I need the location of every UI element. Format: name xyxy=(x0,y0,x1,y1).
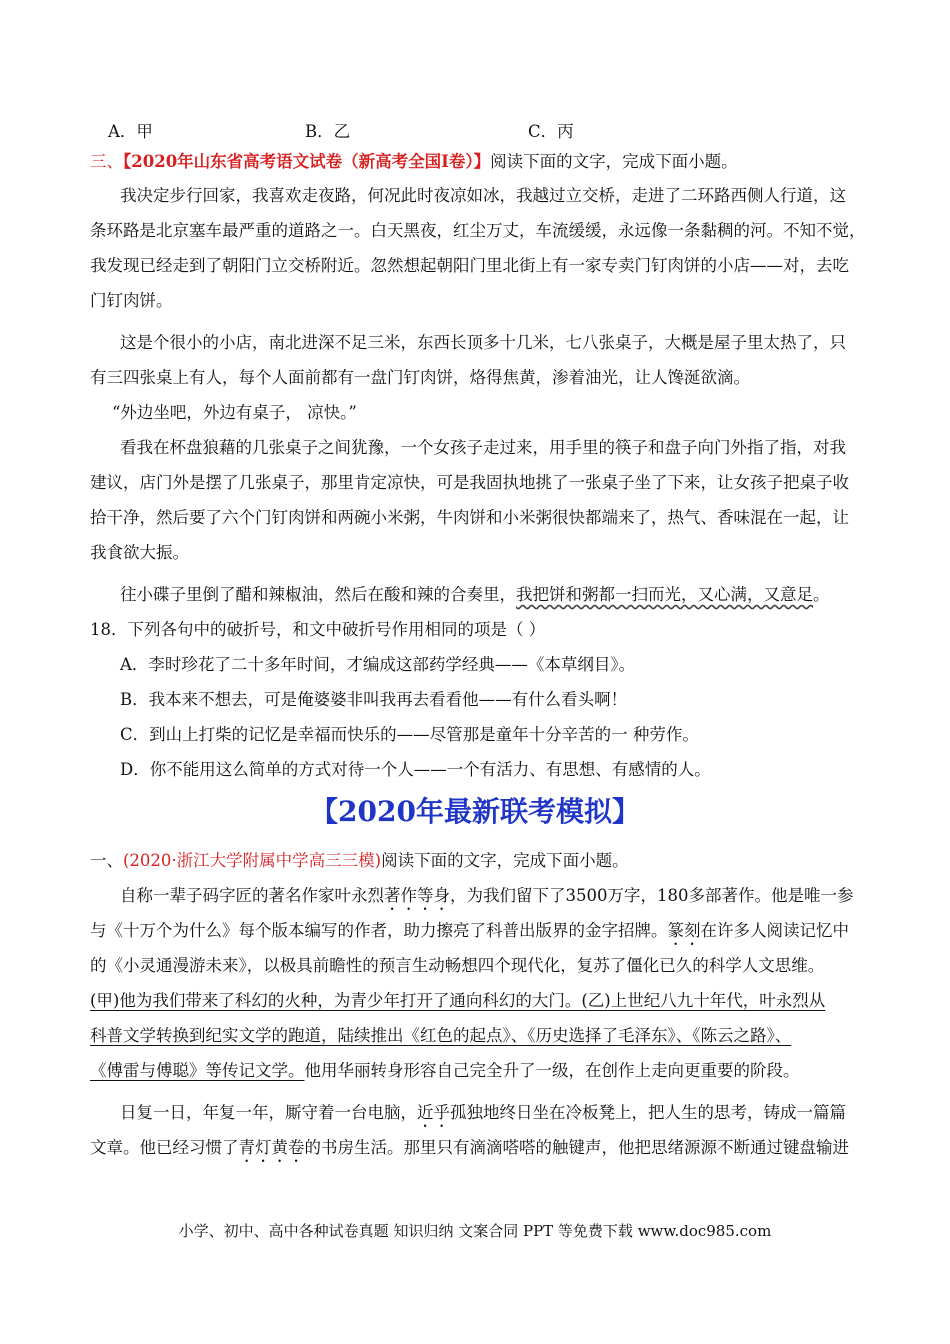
option-b: B．乙 xyxy=(305,122,351,141)
underlined-sentence-yi: (乙)上世纪八九十年代，叶永烈从 xyxy=(581,991,826,1010)
text-span: 与《十万个为什么》每个版本编写的作者，助力擦亮了科普出版界的金字招牌。 xyxy=(90,921,668,940)
paragraph-line: 这是个很小的小店，南北进深不足三米，东西长顶多十几米，七八张桌子，大概是屋子里太热了，只 xyxy=(120,333,846,352)
paragraph-line xyxy=(90,1138,849,1166)
section1-source: (2020·浙江大学附属中学高三三模) xyxy=(123,851,382,870)
paragraph-line: 我食欲大振。 xyxy=(90,543,189,562)
option-c: C．丙 xyxy=(528,122,574,141)
paragraph-line xyxy=(120,1103,846,1131)
text-span: 文章。他已经习惯了 xyxy=(90,1138,239,1157)
dotted-word: 近乎 xyxy=(417,1103,450,1122)
section1-prefix: 一、 xyxy=(90,851,123,870)
section1-header xyxy=(90,851,629,871)
dotted-word: 篆刻 xyxy=(667,921,701,940)
paragraph-line xyxy=(120,585,830,605)
question-18-option-a: A．李时珍花了二十多年时间，才编成这部药学经典——《本草纲目》。 xyxy=(120,655,636,674)
paragraph-line: 看我在杯盘狼藉的几张桌子之间犹豫，一个女孩子走过来，用手里的筷子和盘子向门外指了指，对我 xyxy=(120,438,846,457)
paragraph-line xyxy=(90,921,849,949)
section3-source: 【2020年山东省高考语文试卷（新高考全国Ⅰ卷）】 xyxy=(123,152,491,171)
paragraph-line: 我决定步行回家，我喜欢走夜路，何况此时夜凉如冰，我越过立交桥，走进了二环路西侧人行道，这 xyxy=(120,186,846,205)
page-footer: 小学、初中、高中各种试卷真题 知识归纳 文案合同 PPT 等免费下载 www.doc985.com xyxy=(178,1222,772,1240)
question-18-stem: 18．下列各句中的破折号，和文中破折号作用相同的项是（ ） xyxy=(90,620,546,639)
question-18-option-d: D．你不能用这么简单的方式对待一个人——一个有活力、有思想、有感情的人。 xyxy=(120,760,711,779)
paragraph-line xyxy=(90,1026,791,1046)
paragraph-line xyxy=(90,1061,800,1081)
text-span: 自称一辈子码字匠的著名作家叶永烈 xyxy=(120,886,384,905)
wavy-underlined-text: 我把饼和粥都一扫而光，又心满，又意足 xyxy=(516,585,813,604)
quote-line: “外边坐吧，外边有桌子， 凉快。” xyxy=(112,403,357,422)
question-18-option-b: B．我本来不想去，可是俺婆婆非叫我再去看看他——有什么看头啊！ xyxy=(120,690,628,709)
question-18-option-c: C．到山上打柴的记忆是幸福而快乐的——尽管那是童年十分辛苦的一 种劳作。 xyxy=(120,725,699,744)
text-span: ，为我们留下了3500万字，180多部著作。他是唯一参 xyxy=(450,886,854,905)
text-span: 日复一日，年复一年，厮守着一台电脑， xyxy=(120,1103,417,1122)
text-span: 。 xyxy=(813,585,830,604)
underlined-sentence-yi-cont: 科普文学转换到纪实文学的跑道，陆续推出《红色的起点》、《历史选择了毛泽东》、《陈云之路》、 xyxy=(90,1026,792,1045)
section3-instruction: 阅读下面的文字，完成下面小题。 xyxy=(490,152,738,171)
paragraph-line: 我发现已经走到了朝阳门立交桥附近。忽然想起朝阳门里北街上有一家专卖门钉肉饼的小店——对，去吃 xyxy=(90,256,849,275)
paragraph-line xyxy=(90,991,825,1011)
text-span: 往小碟子里倒了醋和辣椒油，然后在酸和辣的合奏里， xyxy=(120,585,516,604)
paragraph-line: 有三四张桌上有人，每个人面前都有一盘门钉肉饼，烙得焦黄，渗着油光，让人馋涎欲滴。 xyxy=(90,368,750,387)
underlined-sentence-jia: (甲)他为我们带来了科幻的火种，为青少年打开了通向科幻的大门。 xyxy=(90,991,582,1010)
paragraph-line: 条环路是北京塞车最严重的道路之一。白天黑夜，红尘万丈，车流缓缓，永远像一条黏稠的河。不知不觉， xyxy=(90,221,866,240)
text-span: 孤独地终日坐在冷板凳上，把人生的思考，铸成一篇篇 xyxy=(450,1103,846,1122)
underlined-sentence-yi-end: 《傅雷与傅聪》等传记文学。 xyxy=(90,1061,305,1080)
dotted-word: 青灯黄卷 xyxy=(238,1138,305,1157)
section-title: 【2020年最新联考模拟】 xyxy=(310,795,640,828)
section3-header xyxy=(90,152,738,172)
paragraph-line xyxy=(120,886,854,914)
section3-prefix: 三、 xyxy=(90,152,123,171)
paragraph-line: 建议，店门外是摆了几张桌子，那里肯定凉快，可是我固执地挑了一张桌子坐了下来，让女孩子把桌子收 xyxy=(90,473,849,492)
paragraph-line: 拾干净，然后要了六个门钉肉饼和两碗小米粥，牛肉饼和小米粥很快都端来了，热气、香味混在一起，让 xyxy=(90,508,849,527)
paragraph-line: 门钉肉饼。 xyxy=(90,291,173,310)
dotted-word: 著作等身 xyxy=(384,886,450,905)
section1-instruction: 阅读下面的文字，完成下面小题。 xyxy=(381,851,629,870)
text-span: 在许多人阅读记忆中 xyxy=(700,921,849,940)
text-span: 的书房生活。那里只有滴滴嗒嗒的触键声，他把思绪源源不断通过键盘输进 xyxy=(304,1138,849,1157)
text-span: 他用华丽转身形容自己完全升了一级，在创作上走向更重要的阶段。 xyxy=(304,1061,800,1080)
paragraph-line: 的《小灵通漫游未来》，以极具前瞻性的预言生动畅想四个现代化，复苏了僵化已久的科学人文思维。 xyxy=(90,956,825,975)
option-a: A．甲 xyxy=(108,122,153,141)
